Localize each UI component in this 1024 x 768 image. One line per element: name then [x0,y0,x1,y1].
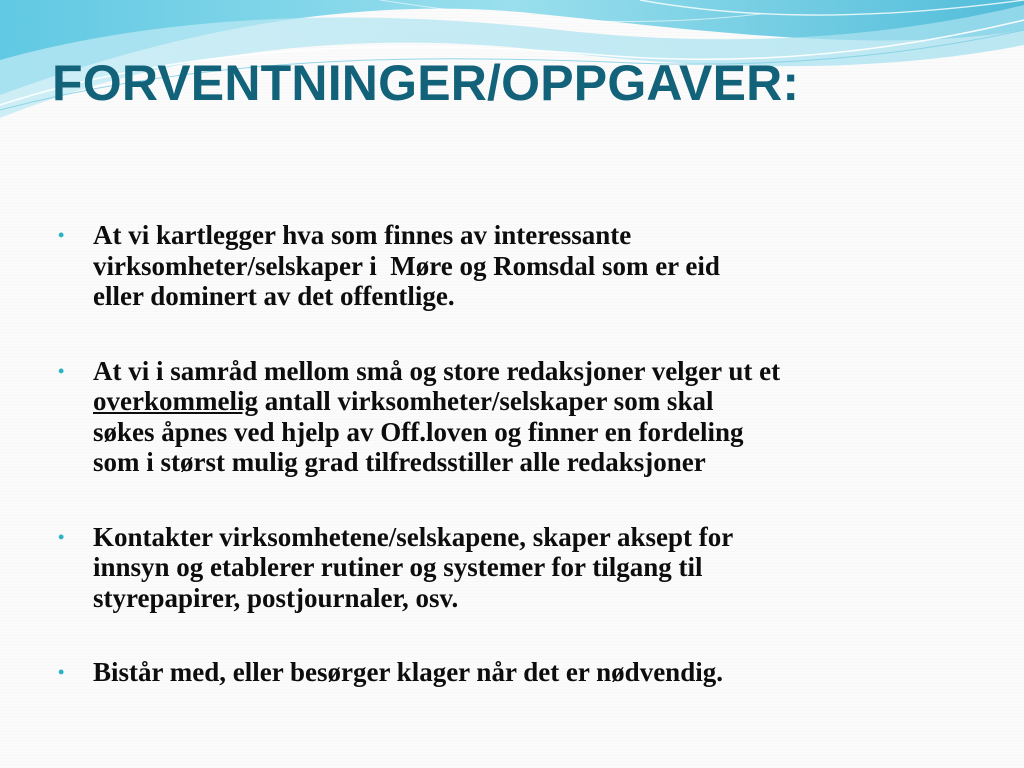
bullet-line: virksomheter/selskaper i Møre og Romsdal som er eid [93,250,720,281]
bullet-line: antall virksomheter/selskaper som skal [257,386,714,416]
bullet-line: Bistår med, eller besørger klager når det er nødvendig. [93,657,723,687]
bullet-line: Kontakter virksomhetene/selskapene, skaper aksept for [93,521,734,552]
bullet-item [58,220,958,312]
underlined-word: overkommelig [93,386,258,416]
bullet-dot-icon: • [58,360,65,381]
bullet-dot-icon: • [58,526,65,547]
bullet-item [58,356,958,478]
bullet-dot-icon: • [58,662,65,682]
bullet-line: søkes åpnes ved hjelp av Off.loven og finner en fordeling [93,416,744,447]
bullet-item [58,522,958,614]
bullet-line: eller dominert av det offentlige. [93,281,455,311]
bullet-dot-icon: • [58,225,65,245]
bullet-list [58,220,958,688]
bullet-line: At vi i samråd mellom små og store redaksjoner velger ut et [93,355,781,386]
bullet-line: styrepapirer, postjournaler, osv. [93,582,459,613]
bullet-line: som i størst mulig grad tilfredsstiller alle redaksjoner [93,447,706,477]
bullet-line: At vi kartlegger hva som finnes av interessante [93,220,632,250]
slide-title: FORVENTNINGER/OPPGAVER: [52,55,800,111]
bullet-item [58,657,958,688]
bullet-line: innsyn og etablerer rutiner og systemer for tilgang til [93,552,703,582]
